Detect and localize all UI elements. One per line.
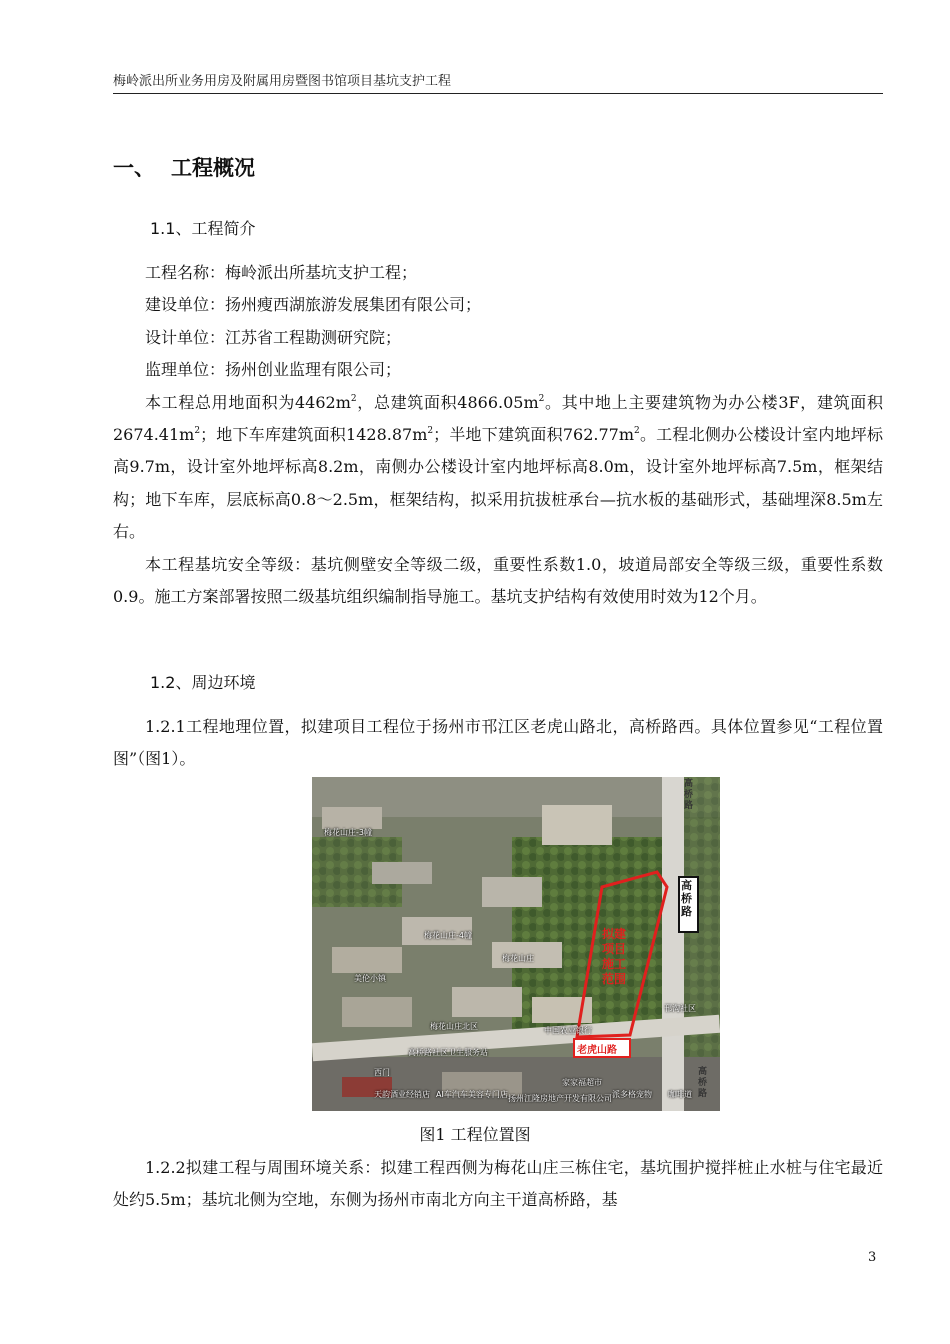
poi-label: 西门: [374, 1068, 390, 1077]
page-number: 3: [868, 1250, 877, 1265]
poi-label: 美伦小镇: [354, 974, 386, 983]
poi-label: 派多格宠物: [612, 1090, 652, 1099]
poi-label: 梅花山庄: [502, 954, 534, 963]
info-owner: 建设单位：扬州瘦西湖旅游发展集团有限公司；: [145, 295, 482, 315]
section-title: 工程概况: [171, 156, 255, 180]
info-supervisor: 监理单位：扬州创业监理有限公司；: [145, 360, 402, 380]
poi-label: 扬州江隆房地产开发有限公司: [508, 1094, 612, 1103]
paragraph-location: 1.2.1工程地理位置，拟建项目工程位于扬州市邗江区老虎山路北，高桥路西。具体位置参见“工程位置图”（图1）。: [113, 717, 883, 769]
poi-label: 高桥路社区卫生服务站: [408, 1048, 488, 1057]
info-project-name: 工程名称：梅岭派出所基坑支护工程；: [145, 263, 418, 282]
satellite-image: [312, 777, 720, 1111]
poi-label: 邗沟社区: [664, 1004, 696, 1013]
road-label-gaoqiao-bottom: 高桥路: [698, 1067, 708, 1099]
road-label-gaoqiao: 高桥路: [681, 879, 692, 918]
subsection-heading-1-1: 1.1、工程简介: [150, 219, 256, 238]
site-location-map: [312, 777, 720, 1111]
section-heading: [113, 152, 255, 182]
poi-label: 天韵酒业经销店: [374, 1090, 430, 1099]
page-header: 梅岭派出所业务用房及附属用房暨图书馆项目基坑支护工程: [113, 70, 883, 94]
poi-label: 梅花山庄-3幢: [324, 828, 372, 837]
paragraph-safety: 本工程基坑安全等级：基坑侧壁安全等级二级，重要性系数1.0，坡道局部安全等级三级，重要性系数0.9。施工方案部署按照二级基坑组织编制指导施工。基坑支护结构有效使用时效为12个月。: [113, 554, 883, 607]
poi-label: 咖啡道: [668, 1090, 692, 1099]
road-label-gaoqiao-top: 高桥路: [684, 779, 694, 811]
paragraph-surroundings: 1.2.2拟建工程与周围环境关系：拟建工程西侧为梅花山庄三栋住宅，基坑围护搅拌桩止水桩与住宅最近处约5.5m；基坑北侧为空地，东侧为扬州市南北方向主干道高桥路，基: [113, 1158, 883, 1210]
poi-label: 中国农业银行: [544, 1026, 592, 1035]
road-label-laohushan: 老虎山路: [577, 1045, 617, 1056]
site-range-label: 拟建项目施工范围: [602, 927, 627, 986]
info-designer: 设计单位：江苏省工程勘测研究院；: [145, 327, 402, 347]
project-info: [113, 257, 883, 613]
poi-label: AI车汽车美容专门店: [436, 1090, 508, 1099]
section-number: 一、: [113, 156, 155, 180]
poi-label: 梅花山庄-4幢: [424, 931, 472, 940]
subsection-heading-1-2: 1.2、周边环境: [150, 673, 256, 692]
poi-label: 家家福超市: [562, 1078, 602, 1087]
poi-label: 梅花山庄北区: [430, 1022, 478, 1031]
paragraph-area: 本工程总用地面积为$4462m^2$，总建筑面积$4866.05m^2$。其中地上主要建筑物为办公楼3F，建筑面积$2674.41m^2$；地下车库建筑面积$1428.87m^2$；半地下建筑面积$762.77m^2$。工程北侧办公楼设计室内地坪标高9.7m，设计室外地坪标高8.2m，南侧办公楼设计室内地坪标高8.0m，设计室外地坪标高7.5m，框架结构；地下车库，层底标高0.8～2.5m，框架结构，拟采用抗拔桩承台—抗水板的基础形式，基础埋深8.5m左右。: [113, 392, 883, 542]
figure-caption: 图1 工程位置图: [419, 1125, 531, 1144]
